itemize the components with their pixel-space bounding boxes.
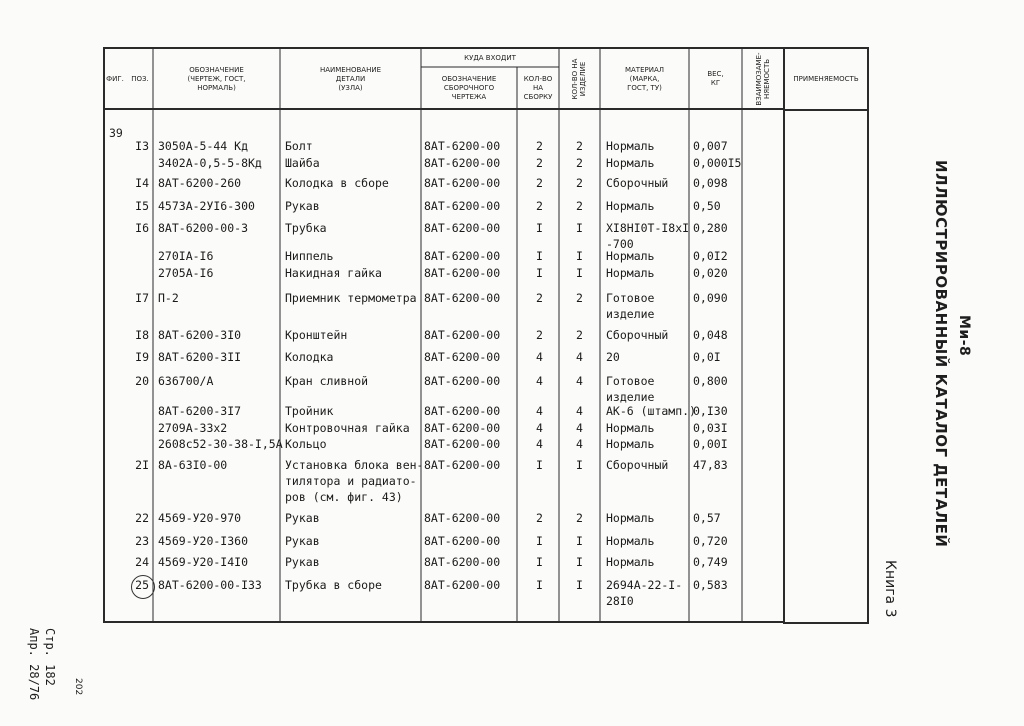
weight: 0,50: [693, 199, 721, 213]
header-designation: ОБОЗНАЧЕНИЕ (ЧЕРТЕЖ, ГОСТ, НОРМАЛЬ): [187, 65, 246, 92]
weight: 0,0I2: [693, 249, 728, 263]
header-fig: ФИГ.: [106, 74, 124, 83]
qty-per-assembly: 2: [536, 156, 543, 170]
qty-per-item: I: [576, 249, 583, 263]
assembly-drawing: 8АТ-6200-00: [424, 350, 501, 364]
table-row: [103, 220, 785, 251]
table-row: [103, 533, 785, 550]
page-date: Апр. 28/76: [27, 628, 41, 701]
catalog-title: [932, 160, 972, 548]
part-name: Трубка в сборе: [285, 578, 382, 592]
part-designation: 2705А-I6: [158, 266, 214, 280]
material: Нормаль: [606, 534, 655, 548]
header-qty-per-assembly: КОЛ-ВО НА СБОРКУ: [523, 74, 553, 101]
part-designation: 3050А-5-44 Кд: [158, 139, 249, 153]
qty-per-assembly: I: [536, 249, 543, 263]
part-designation: 4569-У20-970: [158, 511, 242, 525]
part-designation: 2608с52-30-38-I,5А: [158, 437, 283, 451]
qty-per-assembly: 2: [536, 328, 543, 342]
weight: 47,83: [693, 458, 728, 472]
qty-per-assembly: I: [536, 555, 543, 569]
part-name: Рукав: [285, 534, 320, 548]
qty-per-item: 4: [576, 421, 583, 435]
assembly-drawing: 8АТ-6200-00: [424, 421, 501, 435]
position-number: I6: [135, 221, 149, 235]
qty-per-item: 4: [576, 404, 583, 418]
assembly-drawing: 8АТ-6200-00: [424, 266, 501, 280]
qty-per-item: I: [576, 534, 583, 548]
qty-per-item: I: [576, 221, 583, 235]
qty-per-assembly: I: [536, 534, 543, 548]
assembly-drawing: 8АТ-6200-00: [424, 534, 501, 548]
qty-per-item: 2: [576, 139, 583, 153]
weight: 0,749: [693, 555, 728, 569]
qty-per-item: 2: [576, 156, 583, 170]
weight: 0,000I5: [693, 156, 742, 170]
header-qty-per-item: КОЛ-ВО НА ИЗДЕЛИЕ: [571, 58, 587, 100]
part-name: Болт: [285, 139, 313, 153]
position-number: I3: [135, 139, 149, 153]
table-row: [103, 457, 785, 504]
assembly-drawing: 8АТ-6200-00: [424, 221, 501, 235]
material: Готовое изделие: [606, 291, 655, 321]
part-name: Рукав: [285, 555, 320, 569]
position-number: I9: [135, 350, 149, 364]
qty-per-item: I: [576, 458, 583, 472]
qty-per-assembly: 4: [536, 404, 543, 418]
part-name: Установка блока вен- тилятора и радиато- ров (см. фиг. 43): [285, 458, 424, 504]
weight: 0,0I: [693, 350, 721, 364]
part-name: Приемник термометра: [285, 291, 417, 305]
assembly-drawing: 8АТ-6200-00: [424, 555, 501, 569]
book-label: Книга 3: [882, 560, 898, 618]
applicability-column: [783, 47, 869, 624]
header-where-used: КУДА ВХОДИТ: [464, 53, 516, 62]
table-row: [103, 436, 785, 453]
material: Нормаль: [606, 555, 655, 569]
qty-per-item: 2: [576, 176, 583, 190]
assembly-drawing: 8АТ-6200-00: [424, 249, 501, 263]
header-interchangeability: ВЗАИМОЗАМЕ- НЯЕМОСТЬ: [755, 52, 771, 106]
header-name: НАИМЕНОВАНИЕ ДЕТАЛИ (УЗЛА): [319, 65, 382, 92]
qty-per-assembly: 2: [536, 291, 543, 305]
part-name: Ниппель: [285, 249, 334, 263]
part-name: Тройник: [285, 404, 334, 418]
weight: 0,280: [693, 221, 728, 235]
assembly-drawing: 8АТ-6200-00: [424, 176, 501, 190]
header-assembly-drawing: ОБОЗНАЧЕНИЕ СБОРОЧНОГО ЧЕРТЕЖА: [441, 74, 497, 101]
qty-per-assembly: 4: [536, 374, 543, 388]
table-row: [103, 554, 785, 571]
table-row: [103, 138, 785, 155]
part-designation: 8АТ-6200-00-I33: [158, 578, 262, 592]
part-designation: П-2: [158, 291, 179, 305]
part-designation: 4569-У20-I4I0: [158, 555, 249, 569]
material: Сборочный: [606, 328, 669, 342]
qty-per-item: 2: [576, 511, 583, 525]
material: Нормаль: [606, 139, 655, 153]
material: АК-6 (штамп.): [606, 404, 697, 418]
header-weight: ВЕС, КГ: [707, 70, 724, 87]
table-row: [103, 155, 785, 172]
assembly-drawing: 8АТ-6200-00: [424, 511, 501, 525]
qty-per-assembly: 2: [536, 139, 543, 153]
weight: 0,I30: [693, 404, 728, 418]
assembly-drawing: 8АТ-6200-00: [424, 199, 501, 213]
header-applicability: ПРИМЕНЯЕМОСТЬ: [793, 74, 859, 83]
aircraft-model: Ми-8: [956, 315, 972, 357]
material: 2694А-22-I- 28I0: [606, 578, 683, 608]
part-designation: 2709А-33х2: [158, 421, 228, 435]
page-info: [26, 628, 58, 700]
material: XI8HI0T-I8xI -700: [606, 221, 690, 251]
position-number: 2I: [135, 458, 149, 472]
weight: 0,800: [693, 374, 728, 388]
position-number: 24: [135, 555, 149, 569]
qty-per-assembly: 4: [536, 421, 543, 435]
material: Нормаль: [606, 199, 655, 213]
part-designation: 8АТ-6200-00-3: [158, 221, 249, 235]
table-row: [103, 420, 785, 437]
part-name: Кольцо: [285, 437, 327, 451]
weight: 0,020: [693, 266, 728, 280]
qty-per-item: 2: [576, 199, 583, 213]
part-designation: 8АТ-6200-3I0: [158, 328, 242, 342]
material: 20: [606, 350, 620, 364]
position-number: 23: [135, 534, 149, 548]
qty-per-assembly: 4: [536, 437, 543, 451]
weight: 0,00I: [693, 437, 728, 451]
weight: 0,583: [693, 578, 728, 592]
part-name: Кран сливной: [285, 374, 369, 388]
assembly-drawing: 8АТ-6200-00: [424, 578, 501, 592]
weight: 0,007: [693, 139, 728, 153]
table-row: [103, 373, 785, 404]
qty-per-assembly: 2: [536, 199, 543, 213]
qty-per-assembly: 2: [536, 176, 543, 190]
part-designation: 636700/А: [158, 374, 214, 388]
position-highlight-circle: [131, 575, 155, 599]
position-number: 25: [135, 578, 149, 592]
material: Нормаль: [606, 266, 655, 280]
table-row: [103, 577, 785, 608]
material: Нормаль: [606, 511, 655, 525]
material: Нормаль: [606, 156, 655, 170]
part-designation: 8А-63I0-00: [158, 458, 228, 472]
part-name: Накидная гайка: [285, 266, 382, 280]
material: Нормаль: [606, 437, 655, 451]
material: Нормаль: [606, 249, 655, 263]
qty-per-assembly: 2: [536, 511, 543, 525]
table-row: [103, 290, 785, 321]
assembly-drawing: 8АТ-6200-00: [424, 458, 501, 472]
part-name: Колодка в сборе: [285, 176, 389, 190]
assembly-drawing: 8АТ-6200-00: [424, 404, 501, 418]
qty-per-item: I: [576, 555, 583, 569]
material: Сборочный: [606, 458, 669, 472]
weight: 0,090: [693, 291, 728, 305]
weight: 0,57: [693, 511, 721, 525]
table-row: [103, 327, 785, 344]
part-name: Шайба: [285, 156, 320, 170]
table-row: [103, 248, 785, 265]
table-row: [103, 175, 785, 192]
part-designation: 4569-У20-I360: [158, 534, 249, 548]
assembly-drawing: 8АТ-6200-00: [424, 139, 501, 153]
table-rows: [103, 47, 785, 623]
qty-per-item: I: [576, 578, 583, 592]
part-designation: 3402А-0,5-5-8Кд: [158, 156, 262, 170]
material: Готовое изделие: [606, 374, 655, 404]
material: Нормаль: [606, 421, 655, 435]
part-name: Трубка: [285, 221, 327, 235]
part-name: Контровочная гайка: [285, 421, 410, 435]
part-name: Кронштейн: [285, 328, 348, 342]
header-pos: ПОЗ.: [131, 74, 149, 83]
weight: 0,098: [693, 176, 728, 190]
part-name: Колодка: [285, 350, 334, 364]
part-name: Рукав: [285, 511, 320, 525]
weight: 0,048: [693, 328, 728, 342]
table-row: [103, 265, 785, 282]
part-designation: 4573А-2УI6-300: [158, 199, 255, 213]
table-row: [103, 403, 785, 420]
catalog-table: [103, 47, 785, 623]
table-row: [103, 510, 785, 527]
assembly-drawing: 8АТ-6200-00: [424, 328, 501, 342]
position-number: I8: [135, 328, 149, 342]
qty-per-item: 4: [576, 374, 583, 388]
header-material: МАТЕРИАЛ (МАРКА, ГОСТ, ТУ): [624, 65, 665, 92]
qty-per-assembly: 4: [536, 350, 543, 364]
part-designation: 8АТ-6200-3I7: [158, 404, 242, 418]
assembly-drawing: 8АТ-6200-00: [424, 156, 501, 170]
qty-per-item: 4: [576, 350, 583, 364]
qty-per-assembly: I: [536, 266, 543, 280]
part-designation: 270IА-I6: [158, 249, 214, 263]
position-number: I5: [135, 199, 149, 213]
part-name: Рукав: [285, 199, 320, 213]
material: Сборочный: [606, 176, 669, 190]
assembly-drawing: 8АТ-6200-00: [424, 437, 501, 451]
position-number: I4: [135, 176, 149, 190]
position-number: 20: [135, 374, 149, 388]
assembly-drawing: 8АТ-6200-00: [424, 291, 501, 305]
weight: 0,03I: [693, 421, 728, 435]
figure-number: 39: [109, 126, 123, 140]
qty-per-assembly: I: [536, 458, 543, 472]
file-number: 202: [73, 678, 83, 696]
table-row: [103, 198, 785, 215]
page-label: Стр. 182: [43, 628, 57, 686]
part-designation: 8АТ-6200-260: [158, 176, 242, 190]
qty-per-item: 4: [576, 437, 583, 451]
assembly-drawing: 8АТ-6200-00: [424, 374, 501, 388]
part-designation: 8АТ-6200-3II: [158, 350, 242, 364]
catalog-name: ИЛЛЮСТРИРОВАННЫЙ КАТАЛОГ ДЕТАЛЕЙ: [932, 160, 950, 548]
qty-per-item: 2: [576, 291, 583, 305]
qty-per-item: 2: [576, 328, 583, 342]
position-number: I7: [135, 291, 149, 305]
qty-per-assembly: I: [536, 578, 543, 592]
qty-per-assembly: I: [536, 221, 543, 235]
qty-per-item: I: [576, 266, 583, 280]
weight: 0,720: [693, 534, 728, 548]
position-number: 22: [135, 511, 149, 525]
table-row: [103, 349, 785, 366]
